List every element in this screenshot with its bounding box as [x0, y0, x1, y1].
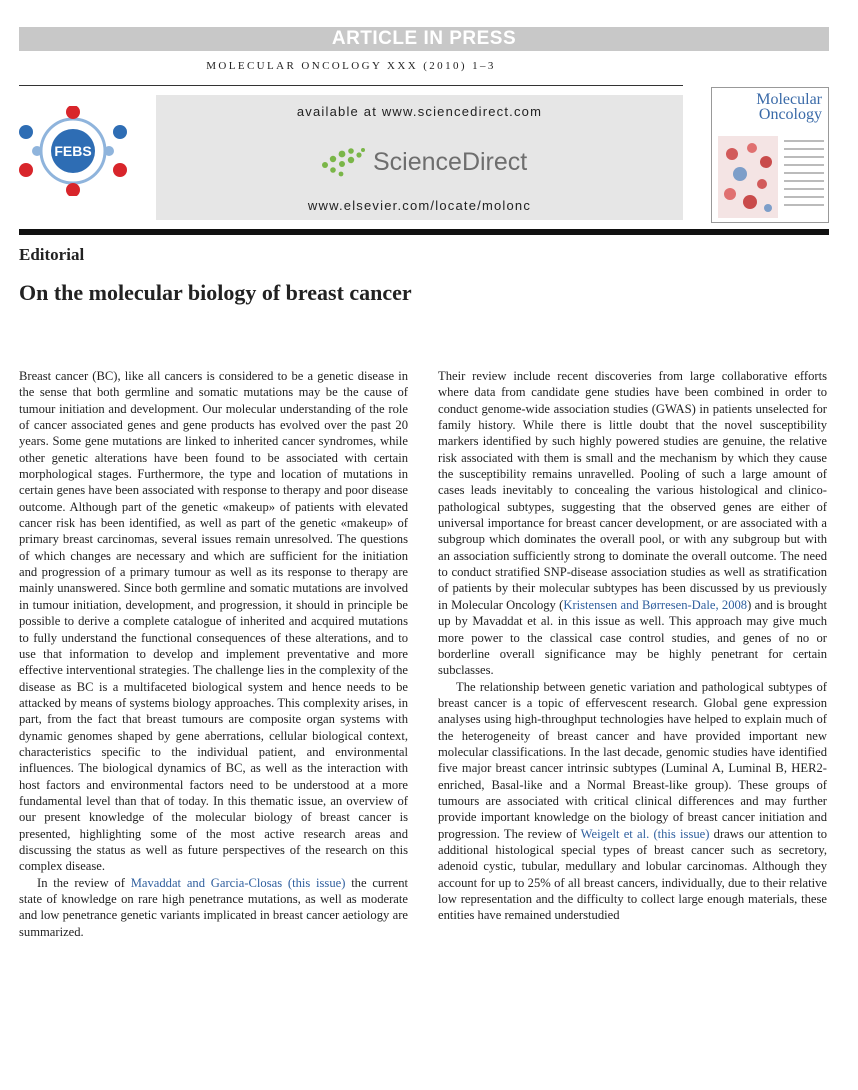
cover-illustration — [718, 136, 778, 218]
available-at-text[interactable]: available at www.sciencedirect.com — [296, 104, 543, 119]
header-divider — [19, 85, 683, 86]
febs-logo — [17, 106, 129, 196]
citation-link[interactable]: Kristensen and Børresen-Dale, 2008 — [563, 597, 748, 612]
paragraph-text: The relationship between genetic variation and pathological subtypes of breast cancer is a topic of effervescent research. Global gene expression analyses using high-throughput technologies have helped to explain much of the heterogeneity of breast cancer and have provided important new molecular classifications. In the last decade, genomic studies have identified five major breast cancer intrinsic subtypes (Luminal A, Luminal B, HER2-enriched, Basal-like and a Normal Breast-like group). These groups of tumours are associated with critical clinical differences and may further provide important knowledge on the biology of breast cancer initiation and progression. The review of — [438, 679, 827, 841]
febs-logo-graphic — [17, 106, 129, 196]
paragraph-text: ) and is brought up by Mavaddat et al. in this issue as well. This approach may give much more power to the classical case control studies, and genes of no or borderline overall significance may be highly penetrant for certain subclasses. — [438, 597, 827, 678]
body-column-left — [19, 368, 408, 940]
paragraph-text: draws our attention to additional histological special types of breast cancer such as secretory, adenoid cystic, tubular, medullary and lobular carcinomas. Although they account for up to 25% of all breast cancers, individually, due to their relative low representation and the difficulty to collect large enough materials, these entities have remained understudied — [438, 826, 828, 923]
paragraph — [438, 679, 827, 924]
publisher-box — [156, 95, 683, 220]
article-title: On the molecular biology of breast cancer — [19, 280, 412, 305]
citation-link[interactable]: Weigelt et al. (this issue) — [580, 826, 710, 841]
cover-title — [712, 92, 828, 122]
cover-contents-lines — [784, 140, 824, 212]
sciencedirect-logo-text: ScienceDirect — [373, 147, 528, 176]
paragraph — [19, 875, 408, 940]
journal-url-text[interactable]: www.elsevier.com/locate/molonc — [307, 198, 532, 213]
cover-title-line1: Molecular — [756, 91, 822, 108]
paragraph-text: In the review of — [37, 875, 131, 890]
journal-citation-line: MOLECULAR ONCOLOGY XXX (2010) 1–3 — [206, 60, 496, 72]
title-divider — [19, 229, 829, 235]
paragraph-text: the current state of knowledge on rare high penetrance mutations, as well as moderate and low penetrance genetic variants implicated in breast cancer aetiology are summarized. — [19, 875, 408, 939]
journal-cover-thumbnail — [711, 87, 829, 223]
paragraph-text: Their review include recent discoveries from large collaborative efforts where data from candidate gene studies have been combined in order to conduct genome-wide association studies (GWAS) in patients unselected for family history. While there is little doubt that the novel susceptibility markers identified by such highly powered studies are genuine, the relative risk associated with them is small and the mechanism by which they cause the susceptibility remains unravelled. Pooling of such a large amount of cases leads inevitably to concealing the various histological and clinico-pathological subtypes, suggesting that the observed genes are either of universal importance for breast cancer development, or are associated with a subgroup which dominates the overall pool, or with any subgroup but with an association sufficiently strong to dominate the overall outcome. The need to conduct stratified SNP-disease association studies as well as stratification of patients by their molecular subtypes has been discussed by us previously in Molecular Oncology ( — [438, 369, 827, 612]
sciencedirect-dots-icon — [319, 147, 367, 177]
paragraph — [438, 368, 827, 679]
febs-logo-text: FEBS — [54, 143, 92, 159]
paragraph: Breast cancer (BC), like all cancers is considered to be a genetic disease in the sense that both germline and somatic mutations may be the cause of tumour initiation and development. Our molecular understanding of the role of cancer associated genes and gene products has evolved over the past 20 years. Some gene mutations are linked to inherited cancer syndromes, while other genetic alterations have been found to be associated with certain morphological stages. Furthermore, the type and location of mutations in certain genes have been associated with response to therapy and poor disease outcome. Although part of the genetic «makeup» of patients with elevated cancer risk has been identified, as well as part of the genetic «makeup» of primary breast carcinomas, several issues remain unresolved. The questions of which changes are necessary and which are sufficient for the initiation and progression of a primary tumour as well as its response to therapy are mainly unanswered. Since both germline and somatic mutations are involved in tumour initiation, development, and progression, it should in principle be possible to derive a complete catalogue of inherited and acquired mutations to fully understand the functional consequences of these alterations, and to use that information to develop and implement preventative and more effective interventional strategies. The challenge lies in the complexity of the disease as BC is a multifaceted biological system and hence needs to be attacked by means of systems biology approaches. This complexity arises, in part, from the fact that breast tumours are composite organ systems with dynamic genomes shaped by gene aberrations, cellular biological context, characteristics specific to the individual patient, and environmental influences. The biological dynamics of BC, as well as the interaction with host factors and environmental factors need to be understood at a more fundamental level than that of today. In this thematic issue, an overview of our present knowledge of the molecular biology of breast cancer is presented, highlighting some of the most active research areas and discussing the status as well as future perspectives of the research on this complex disease. — [19, 369, 408, 874]
citation-link[interactable]: Mavaddat and Garcia-Closas (this issue) — [130, 875, 346, 890]
cover-title-line2: Oncology — [758, 106, 822, 123]
body-column-right — [438, 368, 827, 924]
section-label: Editorial — [19, 245, 85, 264]
sciencedirect-logo — [319, 142, 527, 182]
press-banner-text: ARTICLE IN PRESS — [331, 28, 517, 49]
article-in-press-banner — [19, 27, 829, 51]
